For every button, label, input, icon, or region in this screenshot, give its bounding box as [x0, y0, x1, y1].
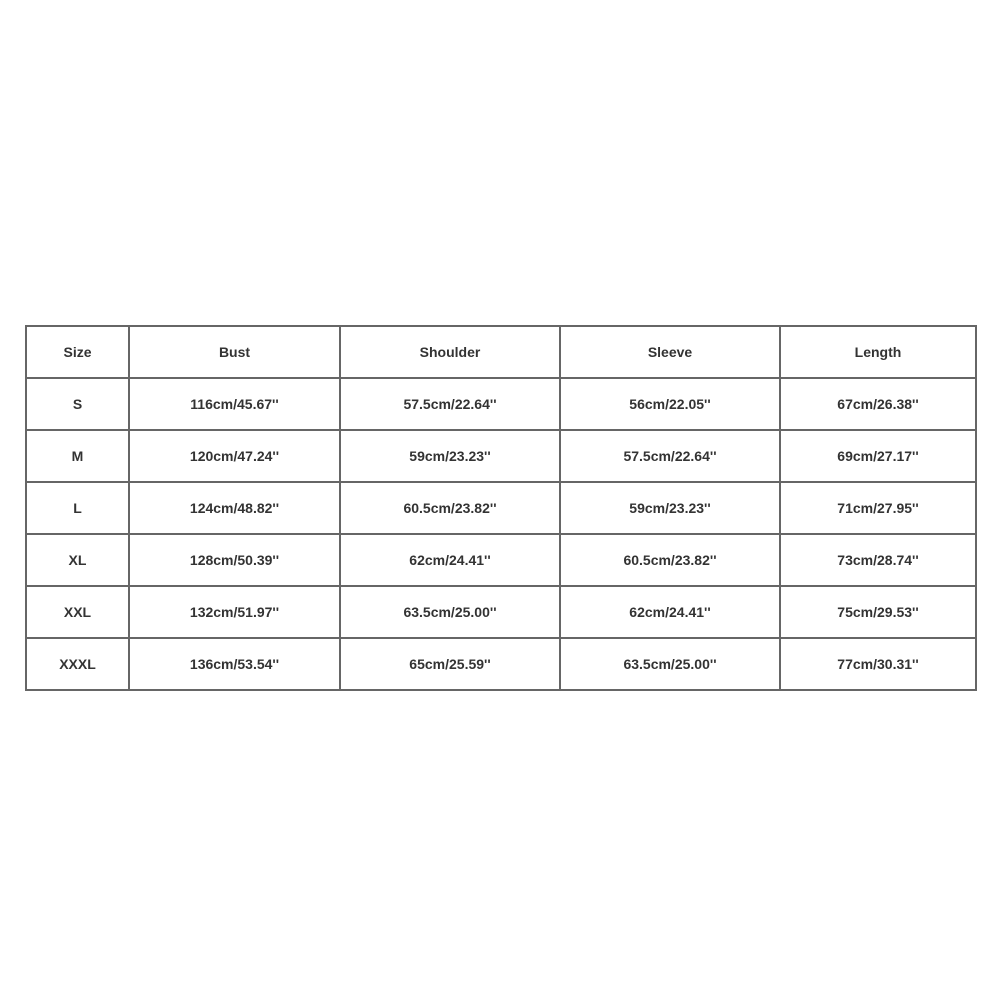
cell-size: M	[26, 430, 129, 482]
cell-size: XXL	[26, 586, 129, 638]
cell-length: 67cm/26.38''	[780, 378, 976, 430]
cell-bust: 120cm/47.24''	[129, 430, 340, 482]
header-bust: Bust	[129, 326, 340, 378]
cell-length: 71cm/27.95''	[780, 482, 976, 534]
cell-shoulder: 60.5cm/23.82''	[340, 482, 560, 534]
table-row	[26, 378, 976, 430]
cell-sleeve: 57.5cm/22.64''	[560, 430, 780, 482]
cell-bust: 132cm/51.97''	[129, 586, 340, 638]
cell-shoulder: 62cm/24.41''	[340, 534, 560, 586]
cell-size: S	[26, 378, 129, 430]
table-row	[26, 638, 976, 690]
cell-length: 77cm/30.31''	[780, 638, 976, 690]
cell-bust: 124cm/48.82''	[129, 482, 340, 534]
cell-size: XXXL	[26, 638, 129, 690]
table-row	[26, 534, 976, 586]
cell-sleeve: 59cm/23.23''	[560, 482, 780, 534]
cell-sleeve: 60.5cm/23.82''	[560, 534, 780, 586]
cell-sleeve: 56cm/22.05''	[560, 378, 780, 430]
header-length: Length	[780, 326, 976, 378]
cell-length: 69cm/27.17''	[780, 430, 976, 482]
header-sleeve: Sleeve	[560, 326, 780, 378]
cell-size: XL	[26, 534, 129, 586]
cell-sleeve: 63.5cm/25.00''	[560, 638, 780, 690]
size-chart-table	[25, 325, 977, 691]
cell-length: 73cm/28.74''	[780, 534, 976, 586]
cell-bust: 136cm/53.54''	[129, 638, 340, 690]
table-row	[26, 482, 976, 534]
header-size: Size	[26, 326, 129, 378]
cell-shoulder: 59cm/23.23''	[340, 430, 560, 482]
cell-shoulder: 57.5cm/22.64''	[340, 378, 560, 430]
table-row	[26, 430, 976, 482]
table-row	[26, 586, 976, 638]
cell-length: 75cm/29.53''	[780, 586, 976, 638]
header-shoulder: Shoulder	[340, 326, 560, 378]
cell-size: L	[26, 482, 129, 534]
header-row	[26, 326, 976, 378]
cell-sleeve: 62cm/24.41''	[560, 586, 780, 638]
cell-shoulder: 63.5cm/25.00''	[340, 586, 560, 638]
cell-bust: 116cm/45.67''	[129, 378, 340, 430]
cell-bust: 128cm/50.39''	[129, 534, 340, 586]
cell-shoulder: 65cm/25.59''	[340, 638, 560, 690]
